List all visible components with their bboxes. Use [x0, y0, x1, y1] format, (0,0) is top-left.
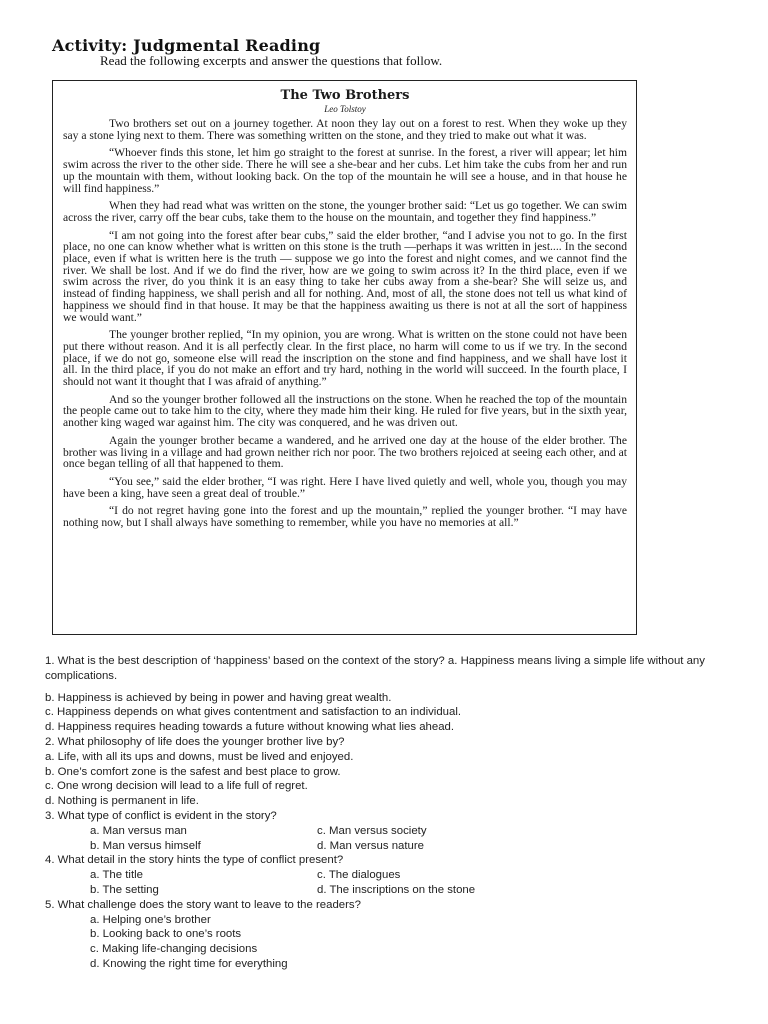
- q2-option-d: d. Nothing is permanent in life.: [45, 795, 199, 808]
- question-5: 5. What challenge does the story want to leave to the readers?: [45, 898, 361, 911]
- question-4: 4. What detail in the story hints the type of conflict present?: [45, 854, 344, 867]
- q3-options-row-2: [45, 839, 705, 854]
- question-1: 1. What is the best description of ‘happiness’ based on the context of the story? a. Happiness means living a simple life without any complications.: [45, 655, 705, 682]
- story-paragraph: “I am not going into the forest after bear cubs,” said the elder brother, “and I advise you not to go. In the first place, no one can know whether what is written on this stone is the truth —perhaps it was written in jest.... In the second place, even if what is written here is the truth — suppose we go into the forest and night comes, and we cannot find the river. We shall be lost. And if we do find the river, how are we going to swim across it? In the third place, even if we swim across the river, do you think it is an easy thing to take her cubs away from a she-bear? She will seize us, and instead of finding happiness, we shall perish and all for nothing. And, most of all, the stone does not tell us what kind of happiness we should find in that house. It may be that the happiness awaiting us there is not at all the sort of happiness we would want.”: [63, 228, 627, 324]
- q4-options-row-2: [45, 883, 705, 898]
- q5-option-a: a. Helping one’s brother: [90, 913, 211, 926]
- q1-option-b: b. Happiness is achieved by being in power and having great wealth.: [45, 691, 392, 704]
- story-excerpt-box: [52, 80, 637, 635]
- story-author: Leo Tolstoy: [324, 104, 366, 114]
- question-2: 2. What philosophy of life does the younger brother live by?: [45, 735, 345, 748]
- q1-option-d: d. Happiness requires heading towards a future without knowing what lies ahead.: [45, 721, 455, 734]
- q2-option-b: b. One’s comfort zone is the safest and best place to grow.: [45, 765, 341, 778]
- q5-option-d: d. Knowing the right time for everything: [90, 957, 288, 970]
- story-paragraph: And so the younger brother followed all the instructions on the stone. When he reached the top of the mountain the people came out to take him to the city, where they made him their king. He ruled for five years, but in the sixth year, another king waged war against him. The city was conquered, and he was driven out.: [63, 392, 627, 430]
- q1-option-c: c. Happiness depends on what gives contentment and satisfaction to an individual.: [45, 706, 462, 719]
- story-title: The Two Brothers: [280, 88, 410, 103]
- activity-title: Activity: Judgmental Reading: [52, 36, 321, 55]
- q3-option-d: d. Man versus nature: [317, 839, 424, 852]
- q4-option-b: b. The setting: [90, 883, 159, 896]
- q4-option-d: d. The inscriptions on the stone: [317, 883, 476, 896]
- activity-instructions: Read the following excerpts and answer the questions that follow.: [100, 53, 443, 68]
- q3-options-row-1: [45, 824, 705, 839]
- q4-option-a: a. The title: [90, 869, 143, 882]
- story-paragraph: Again the younger brother became a wandered, and he arrived one day at the house of the elder brother. The brother was living in a village and had grown neither rich nor poor. The two brothers rejoiced at seeing each other, and at once began telling of all that happened to them.: [63, 433, 627, 471]
- story-paragraph: Two brothers set out on a journey together. At noon they lay out on a forest to rest. When they woke up they say a stone lying next to them. There was something written on the stone, and they tried to make out what it was.: [63, 117, 627, 142]
- story-paragraph: “I do not regret having gone into the forest and up the mountain,” replied the younger brother. “I may have nothing now, but I shall always have something to remember, while you have no memories at all.”: [63, 504, 627, 530]
- q3-option-b: b. Man versus himself: [90, 839, 201, 852]
- story-paragraph: The younger brother replied, “In my opinion, you are wrong. What is written on the stone could not have been put there without reason. And it is all perfectly clear. In the first place, no harm will come to us if we try. In the second place, if we do not go, someone else will read the inscription on the stone and find happiness, and we shall have lost it all. In the third place, if you do not make an effort and try hard, nothing in the world will succeed. In the fourth place, I should not want it thought that I was afraid of anything.”: [63, 328, 627, 389]
- q4-options-row-1: [45, 868, 705, 883]
- q2-option-a: a. Life, with all its ups and downs, must be lived and enjoyed.: [45, 750, 354, 763]
- q2-option-c: c. One wrong decision will lead to a life full of regret.: [45, 780, 308, 793]
- questions-section: [45, 654, 705, 972]
- story-paragraph: “Whoever finds this stone, let him go straight to the forest at sunrise. In the forest, a river will appear; let him swim across the river to the other side. There he will see a she-bear and her cubs. Let him take the cubs from her and run up the mountain with them, without looking back. On the top of the mountain he will see a house, and in that house he will find happiness.”: [63, 146, 627, 195]
- q5-option-b: b. Looking back to one’s roots: [90, 928, 242, 941]
- story-paragraph: “You see,” said the elder brother, “I was right. Here I have lived quietly and well, whole you, though you may have been a king, have seen a great deal of trouble.”: [63, 474, 627, 500]
- q5-option-c: c. Making life-changing decisions: [90, 943, 258, 956]
- story-paragraph: When they had read what was written on the stone, the younger brother said: “Let us go together. We can swim across the river, carry off the bear cubs, take them to the house on the mountain, and together they find happiness.”: [63, 199, 627, 224]
- q3-option-a: a. Man versus man: [90, 824, 187, 837]
- question-3: 3. What type of conflict is evident in the story?: [45, 809, 277, 822]
- q4-option-c: c. The dialogues: [317, 869, 401, 882]
- q3-option-c: c. Man versus society: [317, 824, 427, 837]
